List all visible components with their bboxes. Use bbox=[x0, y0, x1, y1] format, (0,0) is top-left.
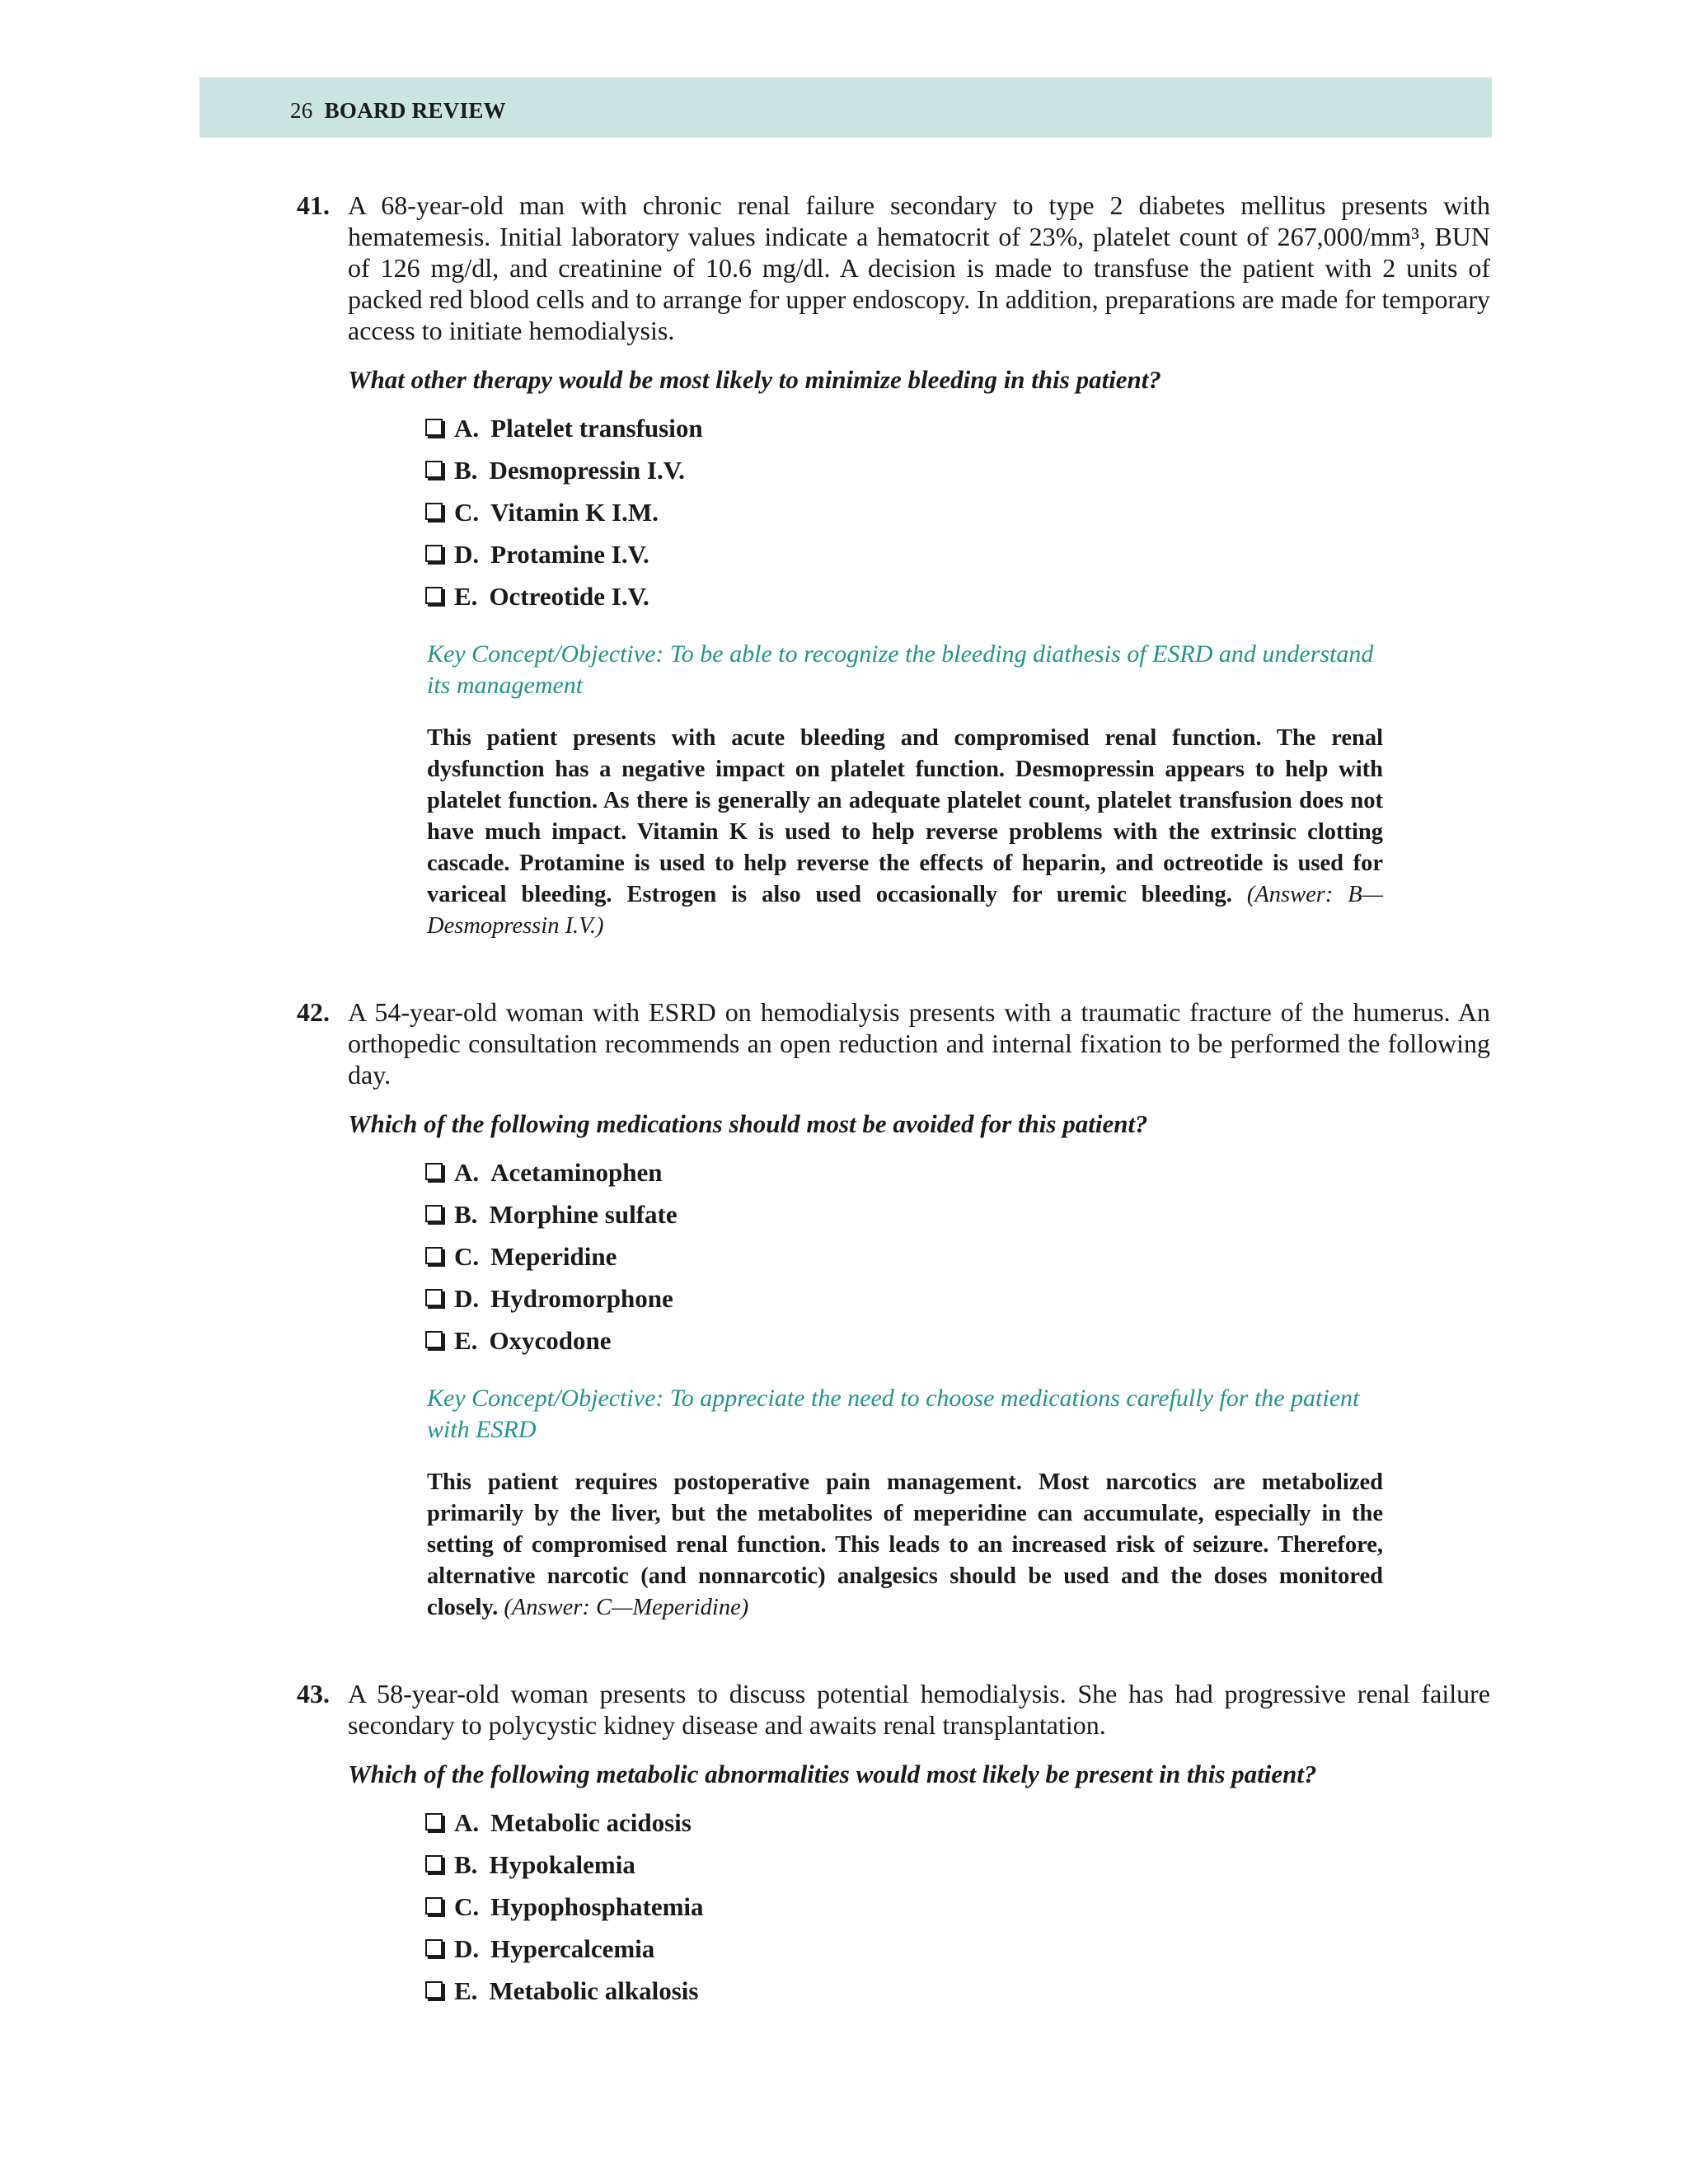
option-text: Meperidine bbox=[490, 1242, 617, 1271]
running-header bbox=[199, 77, 1492, 138]
option-e[interactable]: E. Metabolic alkalosis bbox=[425, 1970, 1490, 2012]
question-stem: A 68-year-old man with chronic renal failure secondary to type 2 diabetes mellitus presents with hematemesis. Initial laboratory values indicate a hematocrit of 23%, platelet count of 267,000/mm³, BUN of 126 mg/dl, and creatinine of 10.6 mg/dl. A decision is made to transfuse the patient with 2 units of packed red blood cells and to arrange for upper endoscopy. In addition, preparations are made for temporary access to initiate hemodialysis. bbox=[348, 190, 1490, 345]
checkbox-icon[interactable] bbox=[425, 1289, 443, 1306]
option-a[interactable]: A. Platelet transfusion bbox=[425, 407, 1490, 449]
option-a[interactable]: A. Metabolic acidosis bbox=[425, 1802, 1490, 1844]
option-text: Protamine I.V. bbox=[490, 540, 649, 569]
option-text: Hypokalemia bbox=[489, 1850, 635, 1879]
key-concept: Key Concept/Objective: To appreciate the need to choose medications carefully for the patient with ESRD bbox=[427, 1385, 1360, 1443]
question-number: 42. bbox=[297, 997, 330, 1027]
option-c[interactable]: C. Hypophosphatemia bbox=[425, 1886, 1490, 1928]
checkbox-icon[interactable] bbox=[425, 461, 443, 478]
checkbox-icon[interactable] bbox=[425, 545, 443, 562]
option-text: Desmopressin I.V. bbox=[489, 456, 685, 485]
checkbox-icon[interactable] bbox=[425, 1897, 443, 1915]
option-text: Vitamin K I.M. bbox=[490, 498, 659, 527]
option-a[interactable]: A. Acetaminophen bbox=[425, 1151, 1490, 1193]
option-b[interactable]: B. Morphine sulfate bbox=[425, 1193, 1490, 1235]
answer-text: (Answer: C—Meperidine) bbox=[504, 1595, 749, 1620]
option-text: Oxycodone bbox=[489, 1326, 612, 1355]
option-b[interactable]: B. Hypokalemia bbox=[425, 1844, 1490, 1886]
option-d[interactable]: D. Hypercalcemia bbox=[425, 1928, 1490, 1970]
question-prompt: Which of the following metabolic abnormalities would most likely be present in this patient? bbox=[348, 1760, 1317, 1788]
option-text: Metabolic alkalosis bbox=[489, 1976, 699, 2005]
checkbox-icon[interactable] bbox=[425, 1331, 443, 1348]
running-title: BOARD REVIEW bbox=[324, 98, 506, 123]
option-c[interactable]: C. Meperidine bbox=[425, 1235, 1490, 1277]
option-e[interactable]: E. Octreotide I.V. bbox=[425, 575, 1490, 617]
explanation-text: This patient requires postoperative pain management. Most narcotics are metabolized primarily by the liver, but the metabolites of meperidine can accumulate, especially in the setting of compromised renal function. This leads to an increased risk of seizure. Therefore, alternative narcotic (and nonnarcotic) analgesics should be used and the doses monitored closely. bbox=[427, 1469, 1383, 1620]
checkbox-icon[interactable] bbox=[425, 1813, 443, 1830]
option-text: Morphine sulfate bbox=[489, 1200, 678, 1229]
question-prompt: What other therapy would be most likely to minimize bleeding in this patient? bbox=[348, 365, 1161, 394]
checkbox-icon[interactable] bbox=[425, 1939, 443, 1957]
checkbox-icon[interactable] bbox=[425, 587, 443, 604]
option-c[interactable]: C. Vitamin K I.M. bbox=[425, 491, 1490, 533]
question-stem: A 54-year-old woman with ESRD on hemodialysis presents with a traumatic fracture of the humerus. An orthopedic consultation recommends an open reduction and internal fixation to be performed the following day. bbox=[348, 997, 1490, 1090]
question-number: 43. bbox=[297, 1679, 330, 1708]
header-text bbox=[290, 77, 506, 138]
option-text: Octreotide I.V. bbox=[489, 582, 649, 611]
option-b[interactable]: B. Desmopressin I.V. bbox=[425, 449, 1490, 491]
option-text: Hypercalcemia bbox=[490, 1934, 655, 1963]
checkbox-icon[interactable] bbox=[425, 1855, 443, 1872]
answer-text: (Answer: B—Desmopressin I.V.) bbox=[427, 882, 1383, 939]
question-number: 41. bbox=[297, 190, 330, 220]
option-text: Hypophosphatemia bbox=[490, 1892, 704, 1921]
question-43 bbox=[297, 1678, 1490, 2012]
page-number: 26 bbox=[290, 98, 313, 123]
answer-options bbox=[425, 1802, 1490, 2012]
option-d[interactable]: D. Protamine I.V. bbox=[425, 533, 1490, 575]
checkbox-icon[interactable] bbox=[425, 1247, 443, 1264]
option-e[interactable]: E. Oxycodone bbox=[425, 1319, 1490, 1361]
answer-options bbox=[425, 407, 1490, 617]
option-text: Metabolic acidosis bbox=[490, 1808, 692, 1837]
checkbox-icon[interactable] bbox=[425, 1981, 443, 1999]
option-text: Acetaminophen bbox=[490, 1158, 663, 1187]
checkbox-icon[interactable] bbox=[425, 419, 443, 436]
checkbox-icon[interactable] bbox=[425, 1163, 443, 1180]
key-concept: Key Concept/Objective: To be able to recognize the bleeding diathesis of ESRD and understand its management bbox=[427, 640, 1374, 699]
question-stem: A 58-year-old woman presents to discuss potential hemodialysis. She has had progressive renal failure secondary to polycystic kidney disease and awaits renal transplantation. bbox=[348, 1679, 1490, 1740]
question-prompt: Which of the following medications should most be avoided for this patient? bbox=[348, 1109, 1148, 1138]
option-d[interactable]: D. Hydromorphone bbox=[425, 1277, 1490, 1319]
explanation bbox=[427, 723, 1383, 942]
explanation bbox=[427, 1467, 1383, 1624]
answer-options bbox=[425, 1151, 1490, 1361]
option-text: Platelet transfusion bbox=[490, 414, 703, 443]
checkbox-icon[interactable] bbox=[425, 1205, 443, 1222]
question-41 bbox=[297, 190, 1490, 942]
explanation-text: This patient presents with acute bleeding and compromised renal function. The renal dysfunction has a negative impact on platelet function. Desmopressin appears to help with platelet function. As there is generally an adequate platelet count, platelet transfusion does not have much impact. Vitamin K is used to help reverse problems with the extrinsic clotting cascade. Protamine is used to help reverse the effects of heparin, and octreotide is used for variceal bleeding. Estrogen is also used occasionally for uremic bleeding. bbox=[427, 725, 1383, 907]
question-42 bbox=[297, 996, 1490, 1624]
checkbox-icon[interactable] bbox=[425, 503, 443, 520]
page-content bbox=[297, 190, 1490, 2012]
option-text: Hydromorphone bbox=[490, 1284, 673, 1313]
